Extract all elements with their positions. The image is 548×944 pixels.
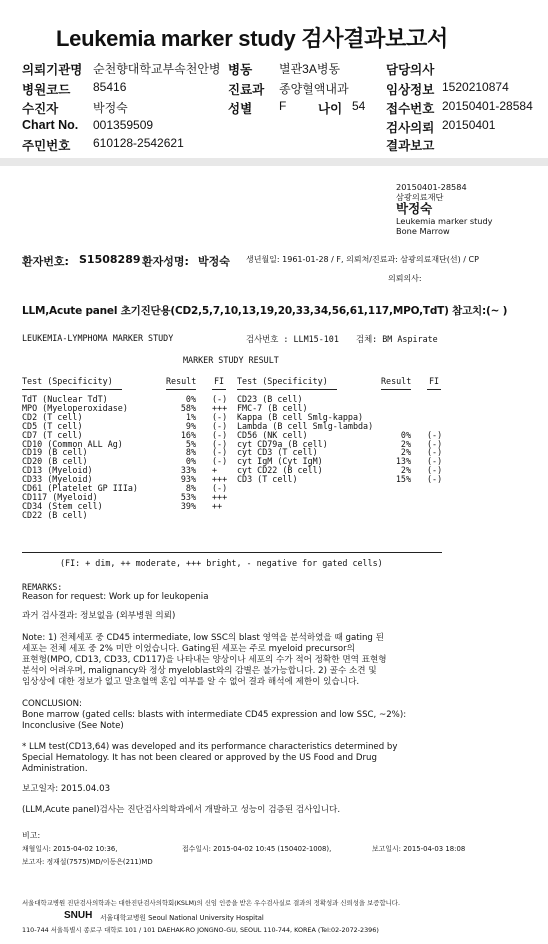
marker-result: 8% [185, 447, 196, 458]
marker-result: 9% [185, 420, 196, 431]
conclusion-line: Bone marrow (gated cells: blasts with intermediate CD45 expression and low SSC, ~2%): [22, 710, 407, 720]
marker-fi: (-) [212, 429, 228, 440]
patient-id-label: 환자번호: [22, 255, 69, 268]
study-name: LEUKEMIA-LYMPHOMA MARKER STUDY [22, 333, 174, 343]
header-underline [212, 389, 226, 390]
header-underline [381, 389, 411, 390]
marker-test: CD61 (Platelet GP IIIa) [22, 483, 138, 493]
panel-title: LLM,Acute panel 초기진단용(CD2,5,7,10,13,19,20,33,34,56,61,117,MPO,TdT) 참고치:(~ ) [22, 305, 508, 317]
marker-result: 0% [400, 429, 411, 440]
marker-test: TdT (Nuclear TdT) [22, 394, 108, 404]
note-line: 세포는 전체 세포 중 2% 미만 이었습니다. Gating된 세포는 주로 myeloid precursor의 [22, 644, 355, 654]
patient-name: 박정숙 [198, 255, 230, 268]
marker-fi: (-) [427, 447, 443, 458]
marker-test: CD20 (B cell) [22, 456, 88, 467]
stamp-line: 20150401-28584 [396, 182, 467, 192]
panel-note: (LLM,Acute panel)검사는 진단검사의학과에서 개발하고 성능이 검증된 검사입니다. [22, 805, 341, 815]
marker-test: CD10 (Common ALL Ag) [22, 438, 123, 449]
header-value: 박정숙 [93, 101, 128, 115]
marker-result: 8% [185, 483, 196, 493]
specimen-type: 검체: BM Aspirate [356, 334, 438, 344]
llm-disclaimer: * LLM test(CD13,64) was developed and its performance characteristics determined by [22, 742, 398, 752]
study-number: 검사번호 : LLM15-101 [246, 334, 339, 344]
marker-fi: (-) [212, 411, 228, 422]
header-value: 85416 [93, 80, 127, 94]
marker-result: 2% [400, 438, 411, 449]
marker-result: 39% [180, 500, 196, 511]
header-label: 의뢰기관명 [22, 63, 83, 77]
stamp-line: Bone Marrow [396, 226, 450, 236]
header-underline [427, 389, 441, 390]
remarks-label: REMARKS: [22, 582, 63, 592]
table-bottom-rule [22, 552, 442, 553]
header-value: 1520210874 [442, 80, 509, 94]
marker-fi: (-) [212, 456, 228, 467]
marker-result: 58% [180, 402, 196, 413]
header-value: 20150401 [442, 118, 496, 132]
marker-test: CD34 (Stem cell) [22, 500, 103, 511]
patient-info: 생년월일: 1961-01-28 / F, 의뢰처/진료과: 삼광의료재단(선) / CP [246, 255, 479, 264]
marker-fi: (-) [427, 438, 443, 449]
marker-fi: (-) [212, 420, 228, 431]
col-header-result: Result [381, 376, 412, 386]
hospital-name: 서울대학교병원 Seoul National University Hospital [100, 914, 264, 922]
marker-result: 2% [400, 465, 411, 476]
header-label: 성별 [228, 102, 253, 116]
specimen-label-stamp [396, 182, 493, 236]
marker-fi: (-) [427, 465, 443, 476]
marker-test: MPO (Myeloperoxidase) [22, 402, 128, 413]
marker-test: CD33 (Myeloid) [22, 474, 93, 485]
marker-test: CD7 (T cell) [22, 429, 83, 440]
marker-fi: +++ [212, 491, 228, 502]
remark-label: 비고: [22, 831, 41, 840]
marker-result: 93% [180, 474, 196, 485]
patient-id: S1508289 [79, 253, 141, 266]
header-value: 54 [352, 99, 366, 113]
marker-fi: (-) [212, 394, 228, 404]
marker-test: CD22 (B cell) [22, 509, 88, 520]
marker-fi: (-) [427, 474, 443, 485]
fi-legend: (FI: + dim, ++ moderate, +++ bright, - negative for gated cells) [60, 558, 383, 568]
receive-time: 접수일시: 2015-04-02 10:45 (150402-1008), [182, 845, 332, 853]
header-label: 임상정보 [386, 83, 435, 97]
referring-doctor: 의뢰의사: [388, 274, 422, 283]
col-header-fi: FI [429, 376, 440, 386]
hospital-address: 110-744 서울특별시 종로구 대학로 101 / 101 DAEHAK-RO JONGNO-GU, SEOUL 110-744, KOREA (Tel:02-2072-2396) [22, 926, 379, 934]
header-value: 20150401-28584 [442, 99, 533, 113]
llm-disclaimer: Administration. [22, 764, 88, 774]
marker-test: CD2 (T cell) [22, 411, 83, 422]
marker-test: cyt IgM (Cyt IgM) [237, 456, 323, 467]
col-header-result: Result [166, 376, 197, 386]
marker-test: Lambda (B cell Smlg-lambda) [237, 420, 374, 431]
marker-test: cyt CD79a (B cell) [237, 438, 328, 449]
note-line: 표현형(MPO, CD13, CD33, CD117)을 나타내는 양상이나 세포의 수가 적어 정확한 면역 표현형 [22, 655, 387, 665]
header-label: 검사의뢰 [386, 121, 435, 135]
marker-test: CD117 (Myeloid) [22, 491, 98, 502]
header-value: 별관3A병동 [279, 62, 341, 76]
marker-fi: +++ [212, 474, 228, 485]
marker-test: CD13 (Myeloid) [22, 465, 93, 476]
header-value: 610128-2542621 [93, 136, 184, 150]
patient-name-label: 환자성명: [142, 255, 189, 268]
marker-result: 1% [185, 411, 196, 422]
conclusion-label: CONCLUSION: [22, 699, 82, 709]
marker-test: Kappa (B cell Smlg-kappa) [237, 411, 364, 422]
marker-result: 13% [395, 456, 411, 467]
marker-test: CD5 (T cell) [22, 420, 83, 431]
stamp-name: 박정숙 [396, 201, 433, 216]
header-label: 나이 [318, 102, 343, 116]
note-line: Note: 1) 전체세포 중 CD45 intermediate, low SSC의 blast 영역을 분석하였을 때 gating 된 [22, 633, 384, 643]
marker-test: CD56 (NK cell) [237, 429, 308, 440]
marker-fi: (-) [427, 429, 443, 440]
header-label: 담당의사 [386, 63, 435, 77]
stamp-line: 삼광의료재단 [396, 192, 444, 202]
marker-test: CD23 (B cell) [237, 394, 303, 404]
header-label: 진료과 [228, 83, 265, 97]
accreditation-text: 서울대학교병원 진단검사의학과는 대한진단검사의학회(KSLM)의 신임 인증을 받은 우수검사실로 결과의 정확성과 신뢰성을 보증합니다. [22, 899, 401, 907]
report-title: Leukemia marker study 검사결과보고서 [56, 26, 448, 51]
marker-fi: +++ [212, 402, 228, 413]
marker-result: 5% [185, 438, 196, 449]
col-header-test: Test (Specificity) [22, 376, 113, 386]
col-header-fi: FI [214, 376, 225, 386]
reporter: 보고자: 정재설(7575)MD/이동은(211)MD [22, 858, 153, 866]
request-reason: Reason for request: Work up for leukopenia [22, 592, 209, 602]
header-label: 병동 [228, 63, 253, 77]
col-header-test: Test (Specificity) [237, 376, 328, 386]
header-label: 수진자 [22, 102, 59, 116]
marker-result: 33% [180, 465, 196, 476]
header-value: 001359509 [93, 118, 154, 132]
header-label: Chart No. [22, 118, 79, 132]
result-title: MARKER STUDY RESULT [183, 355, 279, 365]
marker-fi: (-) [212, 447, 228, 458]
marker-fi: (-) [427, 456, 443, 467]
header-label: 병원코드 [22, 83, 71, 97]
conclusion-line: Inconclusive (See Note) [22, 721, 124, 731]
marker-fi: (-) [212, 438, 228, 449]
marker-result: 2% [400, 447, 411, 458]
prior-result: 과거 검사결과: 정보없음 (외부병원 의뢰) [22, 611, 176, 621]
header-label: 접수번호 [386, 102, 435, 116]
collect-time: 채혈일시: 2015-04-02 10:36, [22, 845, 118, 853]
snuh-logo: SNUH [64, 910, 93, 921]
marker-result: 16% [180, 429, 196, 440]
header-label: 주민번호 [22, 139, 71, 153]
marker-test: cyt CD3 (T cell) [237, 447, 318, 458]
llm-disclaimer: Special Hematology. It has not been cleared or approved by the US Food and Drug [22, 753, 377, 763]
marker-result: 15% [395, 474, 411, 485]
marker-result: 53% [180, 491, 196, 502]
header-value: F [279, 99, 287, 113]
marker-fi: (-) [212, 483, 228, 493]
header-label: 결과보고 [386, 139, 435, 153]
marker-result: 0% [185, 394, 196, 404]
marker-fi: + [212, 465, 218, 476]
marker-test: CD19 (B cell) [22, 447, 88, 458]
marker-test: FMC-7 (B cell) [237, 402, 308, 413]
header-underline [22, 389, 122, 390]
header-value: 종양혈액내과 [279, 82, 349, 96]
header-underline [237, 389, 337, 390]
marker-result: 0% [185, 456, 196, 467]
report-date: 보고일자: 2015.04.03 [22, 784, 111, 794]
report-time: 보고일시: 2015-04-03 18:08 [372, 845, 466, 853]
marker-test: cyt CD22 (B cell) [237, 465, 323, 476]
header-underline [166, 389, 196, 390]
header-value: 순천향대학교부속천안병 [93, 62, 221, 76]
marker-test: CD3 (T cell) [237, 474, 298, 485]
note-line: 임상상에 대한 정보가 없고 말초혈액 혼입 여부를 알 수 없어 결과 해석에 제한이 있습니다. [22, 677, 360, 687]
stamp-line: Leukemia marker study [396, 216, 493, 226]
section-divider [0, 158, 548, 166]
marker-fi: ++ [212, 500, 223, 511]
note-line: 분석이 어려우며, malignancy와 정상 myeloblast와의 감별은 불가능합니다. 2) 골수 소견 및 [22, 666, 377, 676]
